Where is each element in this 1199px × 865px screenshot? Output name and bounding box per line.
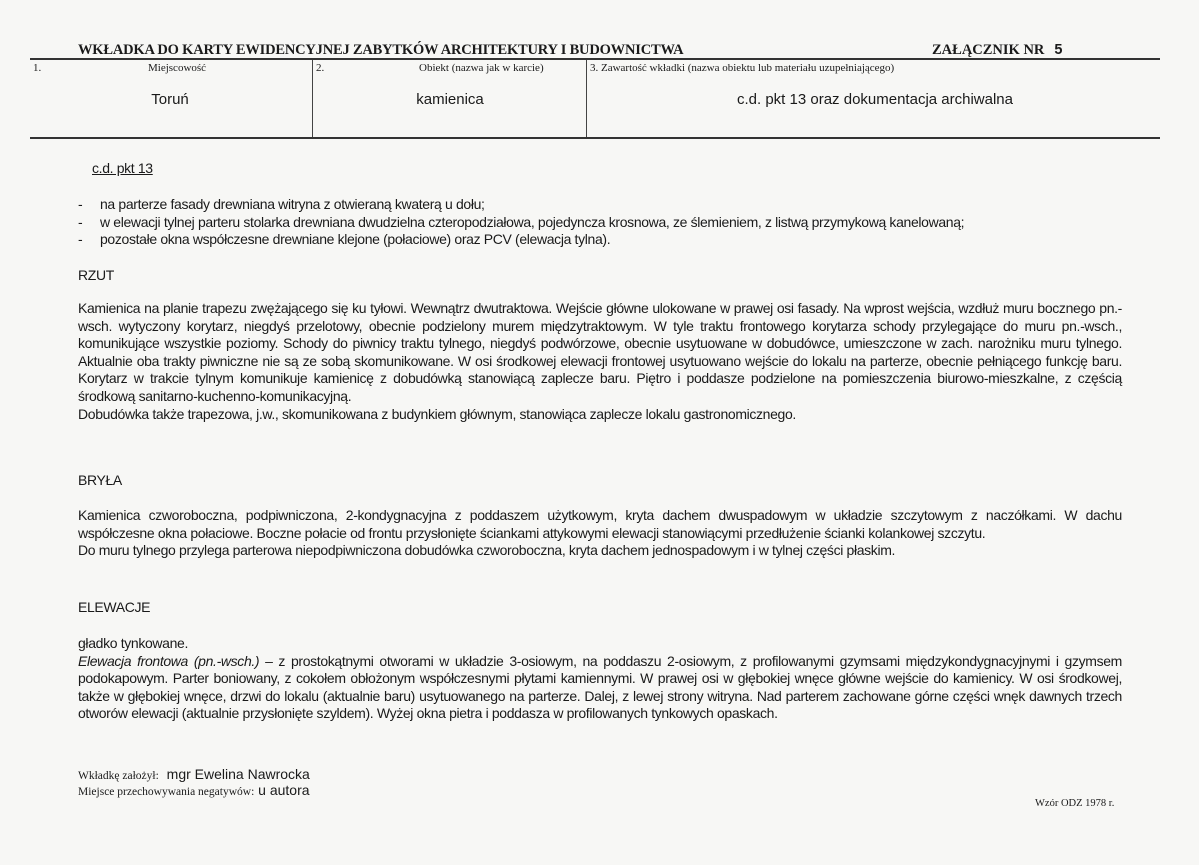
paragraph: Do muru tylnego przylega parterowa niepodpiwniczona dobudówka czworoboczna, kryta dachem jednospadowym i w tylnej części płaskim. [78, 542, 896, 559]
paragraph: gładko tynkowane. [78, 635, 189, 651]
annex-label-text: ZAŁĄCZNIK NR [932, 42, 1045, 58]
field-2-value: kamienica [416, 91, 484, 108]
list-item-text: na parterze fasady drewniana witryna z otwieraną kwaterą u dołu; [100, 196, 485, 212]
field-3-label-text: Zawartość wkładki (nazwa obiektu lub materiału uzupełniającego) [601, 62, 895, 74]
paragraph: Kamienica czworoboczna, podpiwniczona, 2-kondygnacyjna z poddaszem użytkowym, kryta dachem dwuspadowym w układzie szczytowym z naczółkami. W dachu współczesne okna połaciowe. Boczne połacie od frontu przysłonięte ściankami attykowymi elewacji stanowiącymi przedłużenie ścianki kolankowej szczytu. [78, 507, 1122, 541]
negatives-location: u autora [258, 782, 310, 798]
field-1-label: Miejscowość [148, 62, 207, 74]
bullet-list [78, 196, 1122, 249]
section-heading-bryla: BRYŁA [78, 472, 122, 488]
negatives-line [78, 782, 310, 798]
header-top-rule [30, 58, 1160, 60]
author-name: mgr Ewelina Nawrocka [166, 766, 310, 782]
field-3-label [590, 62, 894, 74]
field-2-label: Obiekt (nazwa jak w karcie) [419, 62, 544, 74]
field-divider [586, 60, 587, 137]
form-template-note: Wzór ODZ 1978 r. [1035, 798, 1115, 809]
paragraph-text: – z prostokątnymi otworami w układzie 3-osiowym, na poddaszu 2-osiowym, z profilowanymi gzymsami międzykondygnacyjnymi i gzymsem podokapowym. Parter boniowany, z cokołem obłożonym współczesnymi płytami kamiennymi. W prawej osi w głębokiej wnęce główne wejście do kamienicy. W osi środkowej, także w głębokiej wnęce, drzwi do lokalu (aktualnie baru) usytuowanego na parterze. Dalej, z lewej strony witryna. Nad parterem zachowane górne części wnęk dawnych trzech otworów elewacji (aktualnie przysłonięte szyldem). Wyżej okna pietra i poddasza w profilowanych tynkowych opaskach. [78, 652, 1122, 722]
list-item: - w elewacji tylnej parteru stolarka drewniana dwudzielna czteropodziałowa, pojedyncza krosnowa, ze ślemieniem, z listwą przymykową kanelowaną; [78, 213, 965, 230]
author-label: Wkładkę założył: [78, 770, 159, 782]
field-divider [312, 60, 313, 137]
continuation-heading: c.d. pkt 13 [92, 160, 153, 176]
field-3-number: 3. [590, 62, 599, 74]
header-bottom-rule [30, 137, 1160, 139]
list-item: - pozostałe okna współczesne drewniane klejone (połaciowe) oraz PCV (elewacja tylna). [78, 231, 611, 248]
paragraph: Kamienica na planie trapezu zwężającego się ku tyłowi. Wewnątrz dwutraktowa. Wejście główne ulokowane w prawej osi fasady. Na wprost wejścia, wzdłuż muru bocznego pn.-wsch. wytyczony korytarz, niegdyś przelotowy, obecnie podzielony murem międzytraktowym. W tyle traktu frontowego korytarza schody przylegające do muru pn.-wsch., komunikujące wszystkie poziomy. Schody do piwnicy traktu tylnego, niegdyś podwórzowe, obecnie usytuowane w dobudówce, umieszczone w zach. narożniku muru tylnego. Aktualnie oba trakty piwniczne nie są ze sobą skomunikowane. W osi środkowej elewacji frontowej usytuowano wejście do lokalu na parterze, obecnie pełniącego funkcję baru. Korytarz w trakcie tylnym komunikuje kamienicę z dobudówką stanowiącą zaplecze baru. Piętro i poddasze podzielone na pomieszczenia biurowo-mieszkalne, z częścią środkową sanitarno-kuchenno-komunikacyjną. [78, 300, 1122, 404]
negatives-label: Miejsce przechowywania negatywów: [78, 786, 255, 798]
section-elewacje-text [78, 635, 1122, 723]
section-bryla-text [78, 507, 1122, 560]
form-title: WKŁADKA DO KARTY EWIDENCYJNEJ ZABYTKÓW ARCHITEKTURY I BUDOWNICTWA [78, 42, 684, 58]
paragraph: Dobudówka także trapezowa, j.w., skomunikowana z budynkiem głównym, stanowiąca zaplecze lokalu gastronomicznego. [78, 405, 796, 422]
field-1-value: Toruń [151, 91, 189, 108]
paragraph [78, 653, 1122, 723]
annex-number: 5 [1054, 42, 1063, 58]
field-2-number: 2. [316, 62, 325, 74]
field-3-value: c.d. pkt 13 oraz dokumentacja archiwalna [737, 91, 1013, 108]
section-heading-rzut: RZUT [78, 267, 114, 283]
list-item-text: w elewacji tylnej parteru stolarka drewniana dwudzielna czteropodziałowa, pojedyncza krosnowa, ze ślemieniem, z listwą przymykową kanelowaną; [100, 213, 965, 230]
italic-term: Elewacja frontowa (pn.-wsch.) [78, 652, 260, 669]
list-item-text: pozostałe okna współczesne drewniane klejone (połaciowe) oraz PCV (elewacja tylna). [100, 231, 611, 248]
author-line [78, 766, 310, 782]
field-1-number: 1. [33, 62, 42, 74]
annex-label [932, 42, 1062, 59]
section-rzut-text [78, 300, 1122, 423]
list-item: - na parterze fasady drewniana witryna z otwieraną kwaterą u dołu; [78, 196, 485, 212]
section-heading-elewacje: ELEWACJE [78, 599, 151, 615]
